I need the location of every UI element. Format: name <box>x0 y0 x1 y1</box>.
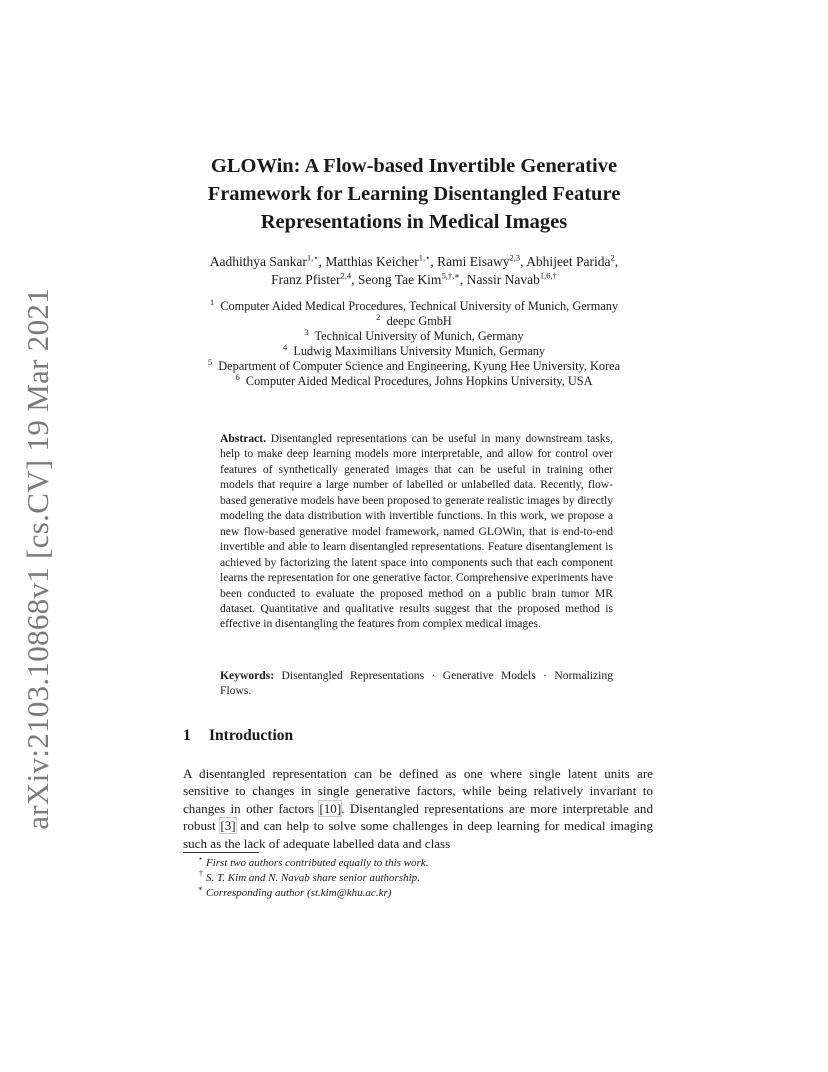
author-affiliation-mark: 1,6,† <box>539 270 557 281</box>
author-affiliation-mark: 1,⋆ <box>418 252 431 263</box>
abstract-text: Disentangled representations can be useful in many downstream tasks, help to make deep learning models more interpretable, and allow for control over features of synthetically generated images that can be useful in training other models that require a large number of labelled or unlabelled data. Recently, flow-based generative models have been proposed to generate realistic images by directly modeling the data distribution with invertible functions. In this work, we propose a new flow-based generative model framework, named GLOWin, that is end-to-end invertible and able to learn disentangled representations. Feature disentanglement is achieved by factorizing the latent space into components such that each component learns the representation for one generative factor. Comprehensive experiments have been conducted to evaluate the proposed method on a public brain tumor MR dataset. Quantitative and qualitative results suggest that the proposed method is effective in disentangling the features from complex medical images. <box>220 432 613 631</box>
introduction-paragraph: A disentangled representation can be defined as one where single latent units are sensitive to changes in single generative factors, while being relatively invariant to changes in other factors [10]. Disentangled representations are more interpretable and robust [3] and can help to solve some challenges in deep learning for medical imaging such as the lack of adequate labelled data and class <box>183 766 653 851</box>
author-affiliation-mark: 2,3 <box>509 252 521 263</box>
section-number: 1 <box>183 727 191 744</box>
section-title: Introduction <box>209 727 294 744</box>
footnote: ∗ Corresponding author (st.kim@khu.ac.kr) <box>197 884 392 899</box>
footnotes <box>183 856 653 901</box>
author-name: Abhijeet Parida <box>526 254 611 269</box>
section-heading <box>183 727 293 745</box>
affiliation-line: $^1$ Computer Aided Medical Procedures, Technical University of Munich, Germany <box>209 296 619 313</box>
citation-link[interactable]: [10] <box>319 800 342 816</box>
keywords-text: Disentangled Representations · Generative Models · Normalizing Flows. <box>220 669 613 698</box>
author-name: Matthias Keicher <box>325 254 419 269</box>
paper-title <box>150 152 678 236</box>
title-line: Framework for Learning Disentangled Feature <box>207 183 621 205</box>
abstract <box>220 431 613 632</box>
footnote: † S. T. Kim and N. Navab share senior authorship. <box>199 869 420 884</box>
affiliation-line: $^5$ Department of Computer Science and Engineering, Kyung Hee University, Korea <box>207 356 621 373</box>
arxiv-identifier-stamp: arXiv:2103.10868v1 [cs.CV] 19 Mar 2021 <box>20 288 55 830</box>
affiliation-list <box>140 296 688 388</box>
author-name: Rami Eisawy <box>437 254 510 269</box>
affiliation-line: $^4$ Ludwig Maximilians University Munich, Germany <box>282 341 546 358</box>
author-name: Seong Tae Kim <box>357 272 442 287</box>
author-name: Aadhithya Sankar <box>209 254 307 269</box>
title-line: Representations in Medical Images <box>260 211 568 233</box>
author-affiliation-mark: 2,4 <box>340 270 352 281</box>
author-name: Franz Pfister <box>271 272 341 287</box>
author-affiliation-mark: 1,⋆ <box>306 252 319 263</box>
keywords-label: Keywords: <box>220 669 275 682</box>
title-line: GLOWin: A Flow-based Invertible Generative <box>210 155 618 177</box>
keywords <box>220 668 613 699</box>
author-list: Aadhithya Sankar$^{1,⋆}$, Matthias Keicher$^{1,⋆}$, Rami Eisawy$^{2,3}$, Abhijeet Parida$^2$, Franz Pfister$^{2,4}$, Seong Tae Kim$^{5,\dagger,∗}$, Nassir Navab$^{1,6,\dagger}$ <box>209 252 619 287</box>
footnote: ⋆ First two authors contributed equally to this work. <box>197 854 429 869</box>
author-name: Nassir Navab <box>466 272 540 287</box>
affiliation-line: $^3$ Technical University of Munich, Germany <box>304 326 524 343</box>
footnote-divider <box>183 852 259 853</box>
author-affiliation-mark: 5,†,∗ <box>441 270 460 281</box>
citation-link[interactable]: [3] <box>220 818 236 834</box>
affiliation-line: $^6$ Computer Aided Medical Procedures, Johns Hopkins University, USA <box>235 371 593 388</box>
author-affiliation-mark: 2 <box>610 252 615 263</box>
abstract-label: Abstract. <box>220 432 267 445</box>
affiliation-line: $^2$ deepc GmbH <box>376 311 452 328</box>
